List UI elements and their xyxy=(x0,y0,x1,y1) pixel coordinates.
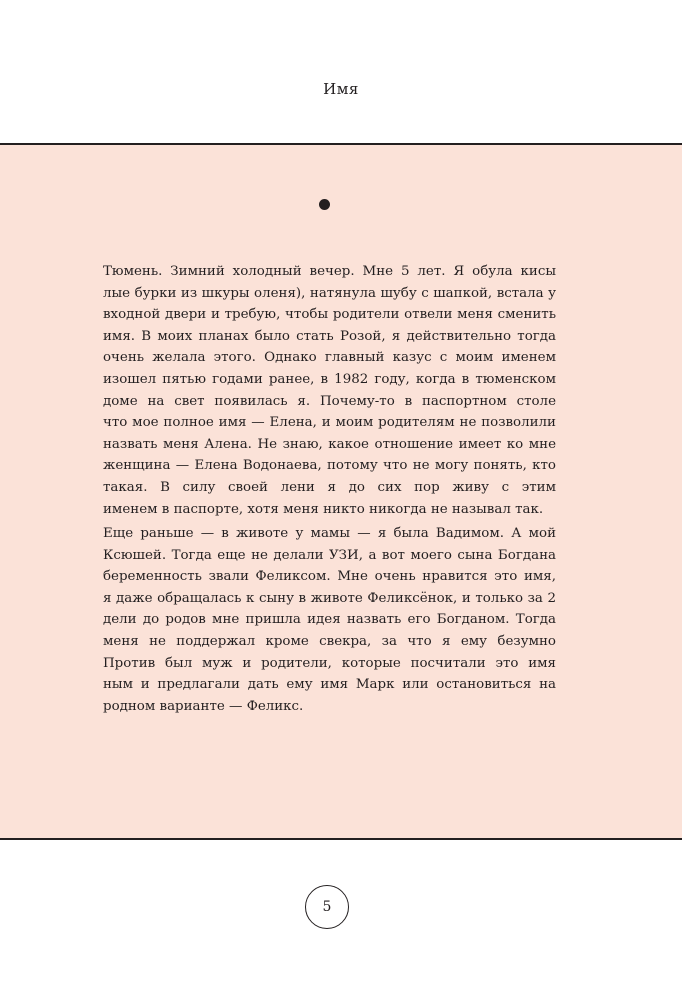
content-panel xyxy=(0,143,682,840)
text-line: такая. В силу своей лени я до сих пор живу с этим xyxy=(103,479,556,495)
text-line: Ксюшей. Тогда еще не делали УЗИ, а вот моего сына Богдана xyxy=(103,547,556,563)
text-line: доме на свет появилась я. Почему-то в паспортном столе xyxy=(103,393,556,409)
text-line: лые бурки из шкуры оленя), натянула шубу с шапкой, встала у xyxy=(103,285,556,301)
text-line: что мое полное имя — Елена, и моим родителям не позволили xyxy=(103,415,556,431)
text-line: я даже обращалась к сыну в животе Феликсёнок, и только за 2 xyxy=(103,590,556,606)
text-line: беременность звали Феликсом. Мне очень нравится это имя, xyxy=(103,569,556,585)
text-line: дели до родов мне пришла идея назвать его Богданом. Тогда xyxy=(103,612,556,628)
bullet-dot-icon xyxy=(319,199,330,210)
text-line: изошел пятью годами ранее, в 1982 году, когда в тюменском xyxy=(103,371,556,387)
text-line: женщина — Елена Водонаева, потому что не могу понять, кто xyxy=(103,458,556,474)
text-line: Еще раньше — в животе у мамы — я была Вадимом. А мой xyxy=(103,526,556,541)
page-number-label: 5 xyxy=(322,899,332,915)
text-line: имя. В моих планах было стать Розой, я действительно тогда xyxy=(103,328,556,344)
page-header-title: Имя xyxy=(323,80,359,98)
text-line: Тюмень. Зимний холодный вечер. Мне 5 лет. Я обула кисы xyxy=(103,264,556,279)
text-line: ным и предлагали дать ему имя Марк или остановиться на xyxy=(103,677,556,693)
text-line: очень желала этого. Однако главный казус с моим именем xyxy=(103,350,556,366)
text-line: назвать меня Алена. Не знаю, какое отношение имеет ко мне xyxy=(103,436,556,452)
text-line: меня не поддержал кроме свекра, за что я ему безумно xyxy=(103,633,556,649)
page-number xyxy=(305,885,349,929)
paragraph-2 xyxy=(103,523,556,717)
paragraph-1 xyxy=(103,261,556,520)
text-line: родном варианте — Феликс. xyxy=(103,698,304,714)
text-line: именем в паспорте, хотя меня никто никогда не называл так. xyxy=(103,501,544,517)
text-line: Против был муж и родители, которые посчитали это имя xyxy=(103,655,556,671)
text-line: входной двери и требую, чтобы родители отвели меня сменить xyxy=(103,307,556,323)
